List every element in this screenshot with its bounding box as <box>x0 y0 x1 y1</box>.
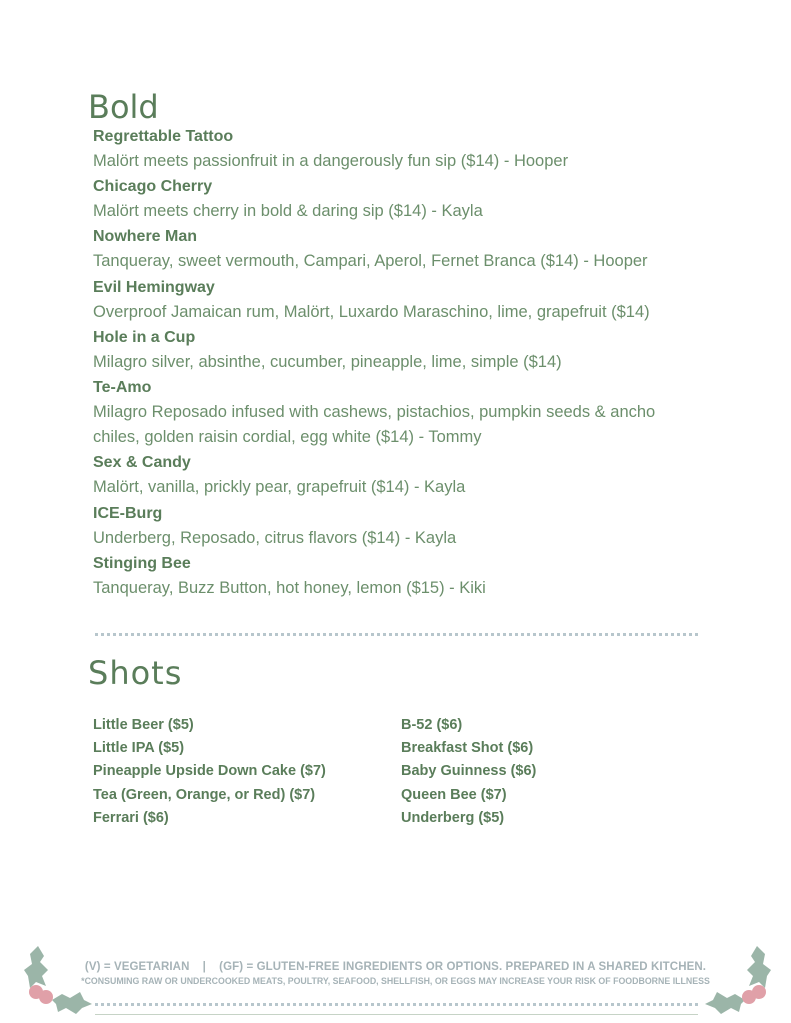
shot-item: B-52 ($6) <box>401 717 463 733</box>
shot-item: Pineapple Upside Down Cake ($7) <box>93 763 326 780</box>
item-name: Sex & Candy <box>93 454 191 472</box>
shot-item: Little Beer ($5) <box>93 717 194 733</box>
menu-item <box>93 450 713 500</box>
menu-item <box>93 275 713 325</box>
menu-item <box>93 174 713 224</box>
item-description: Milagro Reposado infused with cashews, pistachios, pumpkin seeds & ancho chiles, golden raisin cordial, egg white ($14) - Tommy <box>93 403 656 447</box>
item-description: Tanqueray, sweet vermouth, Campari, Aperol, Fernet Branca ($14) - Hooper <box>93 252 648 271</box>
footer-dotted-divider <box>95 1003 698 1006</box>
shots-title-text: Shots <box>88 654 183 692</box>
shot-item: Underberg ($5) <box>401 809 505 826</box>
item-description: Underberg, Reposado, citrus flavors ($14) - Kayla <box>93 528 457 547</box>
item-name: Regrettable Tattoo <box>93 128 234 145</box>
item-description: Malört meets cherry in bold & daring sip ($14) - Kayla <box>93 202 483 221</box>
footer-legend: (V) = VEGETARIAN | (GF) = GLUTEN-FREE INGREDIENTS OR OPTIONS. PREPARED IN A SHARED KITCHEN. <box>84 961 707 973</box>
item-name: Evil Hemingway <box>93 278 215 296</box>
menu-item <box>93 375 713 450</box>
shot-item: Queen Bee ($7) <box>401 786 507 803</box>
menu-item <box>93 325 713 375</box>
shot-item: Tea (Green, Orange, or Red) ($7) <box>93 786 316 803</box>
footer-disclaimer: *CONSUMING RAW OR UNDERCOOKED MEATS, POULTRY, SEAFOOD, SHELLFISH, OR EGGS MAY INCREASE YOUR RISK OF FOODBORNE ILLNESS <box>81 976 710 986</box>
menu-item <box>93 224 713 274</box>
shot-item: Ferrari ($6) <box>93 809 169 826</box>
item-name: Te-Amo <box>93 379 152 397</box>
menu-item <box>93 501 713 551</box>
item-description: Overproof Jamaican rum, Malört, Luxardo Maraschino, lime, grapefruit ($14) <box>93 302 650 321</box>
shot-item: Baby Guinness ($6) <box>401 763 537 780</box>
item-name: Chicago Cherry <box>93 178 213 196</box>
item-name: Nowhere Man <box>93 228 198 246</box>
dotted-divider <box>95 633 698 636</box>
item-description: Milagro silver, absinthe, cucumber, pineapple, lime, simple ($14) <box>93 352 562 371</box>
item-description: Malört, vanilla, prickly pear, grapefruit ($14) - Kayla <box>93 478 466 497</box>
item-description: Tanqueray, Buzz Button, hot honey, lemon ($15) - Kiki <box>93 578 486 597</box>
item-name: Hole in a Cup <box>93 328 196 346</box>
bold-title-text: Bold <box>88 88 159 126</box>
bold-section-title <box>88 88 159 126</box>
footer-line <box>95 1014 698 1015</box>
shot-item: Breakfast Shot ($6) <box>401 740 534 757</box>
item-name: ICE-Burg <box>93 504 163 522</box>
menu-item <box>93 551 713 601</box>
item-name: Stinging Bee <box>93 554 191 572</box>
shots-list-right <box>401 714 536 830</box>
item-description: Malört meets passionfruit in a dangerously fun sip ($14) - Hooper <box>93 152 569 170</box>
menu-item <box>93 124 713 174</box>
shots-section-title <box>88 654 182 692</box>
bold-menu-list <box>93 124 713 601</box>
shot-item: Little IPA ($5) <box>93 740 185 757</box>
shots-list-left <box>93 714 326 830</box>
